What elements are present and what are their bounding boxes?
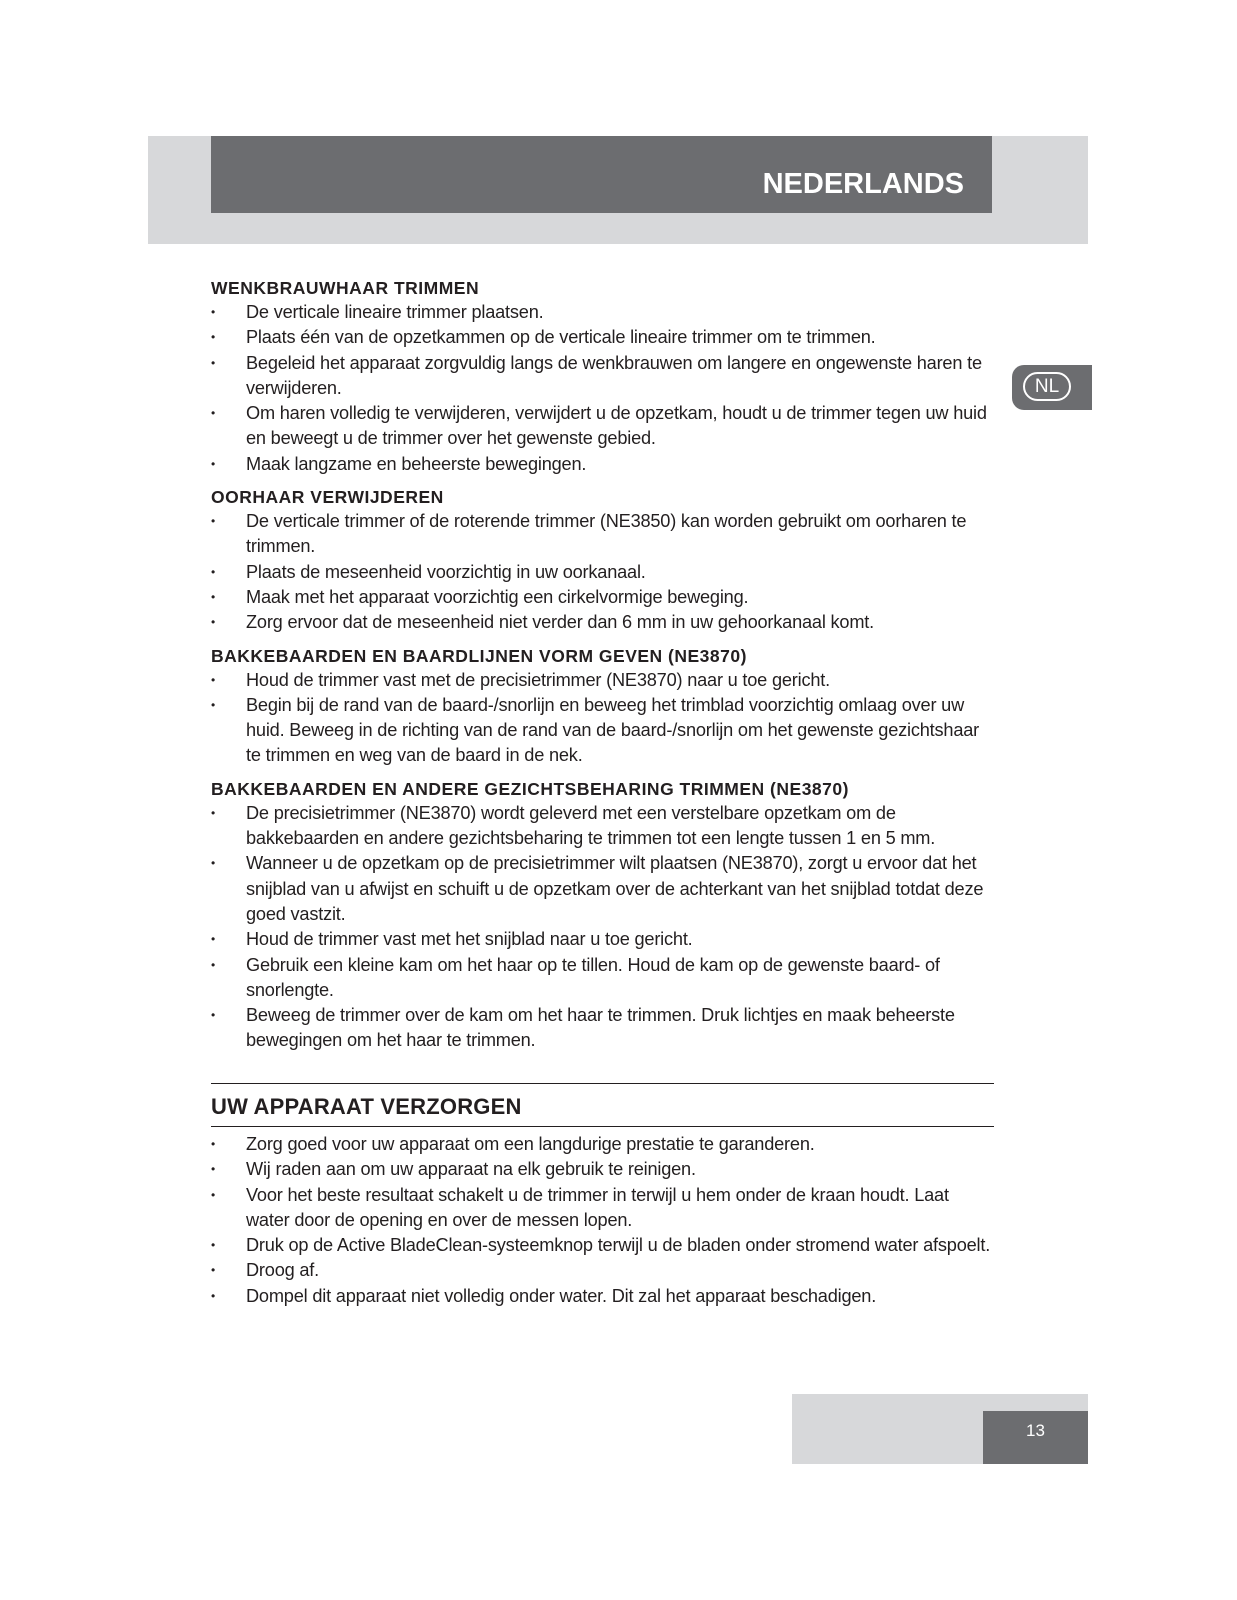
section-sideburn-shaping — [211, 642, 994, 769]
section-title: OORHAAR VERWIJDEREN — [211, 487, 444, 508]
list-item: • Droog af. — [211, 1258, 994, 1283]
list-item: • Plaats één van de opzetkammen op de verticale lineaire trimmer om te trimmen. — [211, 325, 994, 350]
list-item: • Voor het beste resultaat schakelt u de trimmer in terwijl u hem onder de kraan houdt. Laat water door de opening en over de messen lopen. — [211, 1183, 994, 1234]
divider — [211, 1083, 994, 1084]
section-title: WENKBRAUWHAAR TRIMMEN — [211, 278, 480, 298]
bullet-list — [211, 668, 994, 769]
list-item: • Begeleid het apparaat zorgvuldig langs de wenkbrauwen om langere en ongewenste haren te verwijderen. — [211, 351, 994, 402]
section-eyebrow-trimming — [211, 274, 994, 477]
bullet-list — [211, 509, 994, 635]
section-ear-hair — [211, 483, 994, 635]
page-number-box — [983, 1411, 1088, 1464]
list-item: • Beweeg de trimmer over de kam om het haar te trimmen. Druk lichtjes en maak beheerste bewegingen om het haar te trimmen. — [211, 1003, 994, 1054]
care-title: UW APPARAAT VERZORGEN — [211, 1094, 522, 1119]
list-item: • Zorg goed voor uw apparaat om een langdurige prestatie te garanderen. — [211, 1132, 994, 1157]
section-facial-hair-trimming — [211, 775, 994, 1054]
bullet-list — [211, 1132, 994, 1309]
section-title: BAKKEBAARDEN EN BAARDLIJNEN VORM GEVEN (NE3870) — [211, 645, 747, 666]
list-item: • Druk op de Active BladeClean-systeemknop terwijl u de bladen onder stromend water afspoelt. — [211, 1233, 994, 1258]
list-item: • De verticale trimmer of de roterende trimmer (NE3850) kan worden gebruikt om oorharen te trimmen. — [211, 509, 994, 560]
header-bar — [211, 136, 992, 213]
list-item: • De verticale lineaire trimmer plaatsen. — [211, 300, 994, 325]
list-item: • Houd de trimmer vast met de precisietrimmer (NE3870) naar u toe gericht. — [211, 668, 994, 693]
list-item: • Maak langzame en beheerste bewegingen. — [211, 452, 994, 477]
list-item: • Om haren volledig te verwijderen, verwijdert u de opzetkam, houdt u de trimmer tegen uw huid en beweegt u de trimmer over het gewenste gebied. — [211, 401, 994, 452]
list-item: • Houd de trimmer vast met het snijblad naar u toe gericht. — [211, 927, 994, 952]
instructions-content — [211, 274, 994, 1054]
language-side-tab — [1012, 365, 1092, 410]
care-section — [211, 1083, 994, 1309]
list-item: • Zorg ervoor dat de meseenheid niet verder dan 6 mm in uw gehoorkanaal komt. — [211, 610, 994, 635]
language-badge: NL — [1023, 372, 1071, 401]
page-number: 13 — [1026, 1421, 1045, 1440]
divider — [211, 1126, 994, 1127]
list-item: • Plaats de meseenheid voorzichtig in uw oorkanaal. — [211, 560, 994, 585]
list-item: • Begin bij de rand van de baard-/snorlijn en beweeg het trimblad voorzichtig omlaag over uw huid. Beweeg in de richting van de rand van de baard-/snorlijn om het gewenste gezichtshaar te trimmen en weg van de baard in de nek. — [211, 693, 994, 769]
bullet-list — [211, 801, 994, 1054]
list-item: • Dompel dit apparaat niet volledig onder water. Dit zal het apparaat beschadigen. — [211, 1284, 994, 1309]
list-item: • Wanneer u de opzetkam op de precisietrimmer wilt plaatsen (NE3870), zorgt u ervoor dat het snijblad van u afwijst en schuift u de opzetkam over de achterkant van het snijblad totdat deze goed vastzit. — [211, 851, 994, 927]
list-item: • Maak met het apparaat voorzichtig een cirkelvormige beweging. — [211, 585, 994, 610]
bullet-list — [211, 300, 994, 477]
language-title: NEDERLANDS — [762, 168, 964, 200]
list-item: • Wij raden aan om uw apparaat na elk gebruik te reinigen. — [211, 1157, 994, 1182]
section-title: BAKKEBAARDEN EN ANDERE GEZICHTSBEHARING TRIMMEN (NE3870) — [211, 778, 849, 799]
list-item: • De precisietrimmer (NE3870) wordt geleverd met een verstelbare opzetkam om de bakkebaarden en andere gezichtsbeharing te trimmen tot een lengte tussen 1 en 5 mm. — [211, 801, 994, 852]
list-item: • Gebruik een kleine kam om het haar op te tillen. Houd de kam op de gewenste baard- of snorlengte. — [211, 953, 994, 1004]
